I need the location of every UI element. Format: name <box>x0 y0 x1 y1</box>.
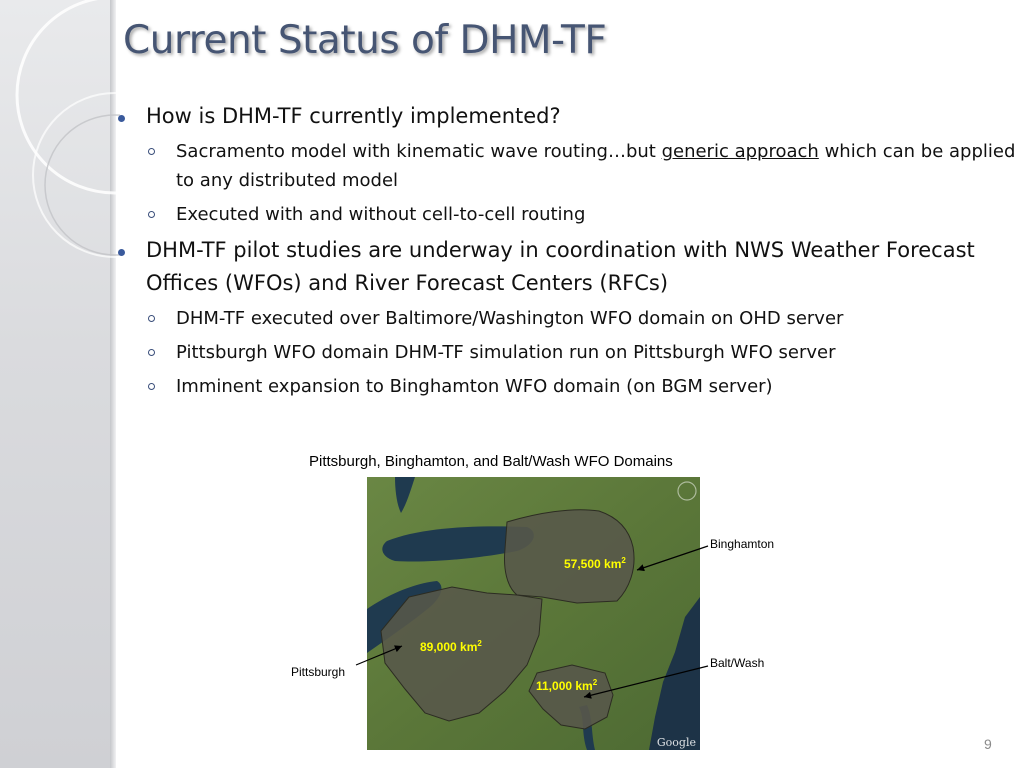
pittsburgh-arrow <box>356 646 402 665</box>
sub-bullet-text-before: Sacramento model with kinematic wave routing…but <box>176 141 656 162</box>
sub-bullet-text: Pittsburgh WFO domain DHM-TF simulation run on Pittsburgh WFO server <box>176 342 836 363</box>
figure-caption: Pittsburgh, Binghamton, and Balt/Wash WFO Domains <box>309 453 673 470</box>
sub-bullet-text: Imminent expansion to Binghamton WFO domain (on BGM server) <box>176 376 773 397</box>
bullet-text: DHM-TF pilot studies are underway in coordination with NWS Weather Forecast Offices (WFOs) and River Forecast Centers (RFCs) <box>146 238 975 295</box>
baltwash-arrow <box>584 666 708 697</box>
baltwash-area-label: 11,000 $km^2$ <box>536 678 598 693</box>
pittsburgh-area-label: 89,000 $km^2$ <box>420 639 482 654</box>
binghamton-arrow <box>637 546 708 570</box>
sub-bullet-text-after: which can be applied to any distributed model <box>176 141 1016 191</box>
page-number: 9 <box>984 736 992 752</box>
slide-title: Current Status of DHM-TF <box>123 18 607 63</box>
google-logo: Google <box>656 736 696 749</box>
binghamton-callout: Binghamton <box>710 537 775 551</box>
binghamton-area-label: 57,500 $km^2$ <box>564 556 626 571</box>
baltwash-callout: Balt/Wash <box>710 656 765 670</box>
bullet-text: How is DHM-TF currently implemented? <box>146 104 561 128</box>
pittsburgh-callout: Pittsburgh <box>291 665 346 679</box>
generic-approach-text: generic approach <box>661 141 819 162</box>
sub-bullet-text: DHM-TF executed over Baltimore/Washington WFO domain on OHD server <box>176 308 844 329</box>
sub-bullet-text: Executed with and without cell-to-cell routing <box>176 204 586 225</box>
